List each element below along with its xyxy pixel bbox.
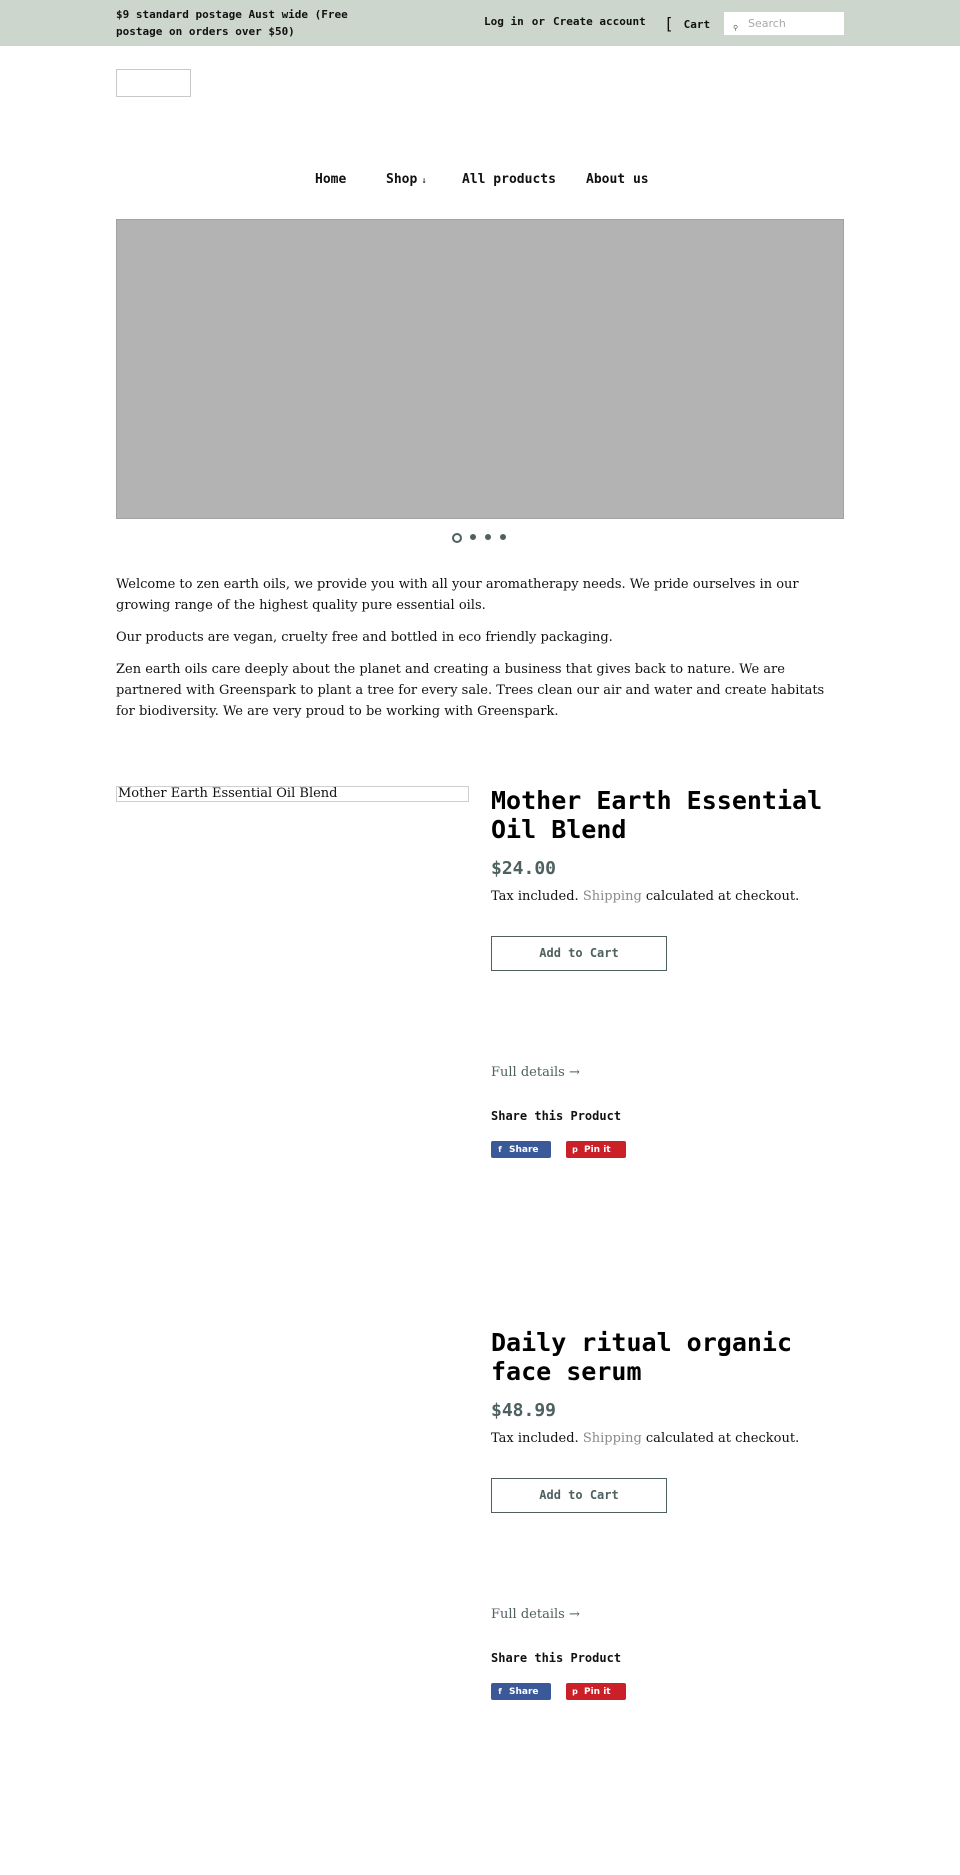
main-nav [0,172,960,192]
intro-paragraph: Welcome to zen earth oils, we provide you with all your aromatherapy needs. We pride ourselves in our growing range of the highest quality pure essential oils. [116,577,799,613]
search-icon: ⚲ [733,24,739,32]
search-box [724,12,844,35]
pinterest-share-button[interactable] [566,1683,626,1700]
slide-dot[interactable] [470,534,476,540]
tax-note [491,889,799,904]
share-label: Share [509,1687,539,1697]
pin-label: Pin it [584,1145,611,1155]
top-bar [0,0,960,46]
pin-label: Pin it [584,1687,611,1697]
shipping-link[interactable]: Shipping [582,889,642,904]
tax-suffix: calculated at checkout. [645,1431,800,1446]
tax-suffix: calculated at checkout. [645,889,800,904]
account-links [484,15,646,28]
slide-dot[interactable] [500,534,506,540]
pinterest-icon: p [572,1687,578,1696]
arrow-down-icon: ↓ [421,176,427,186]
cart-label: Cart [683,18,711,31]
tax-prefix: Tax included. [491,1431,579,1446]
nav-item-all-products[interactable] [462,172,556,187]
or-label: or [531,15,545,28]
share-heading: Share this Product [491,1651,622,1665]
nav-item-shop[interactable] [386,172,427,187]
facebook-icon: f [498,1145,502,1154]
product-card [491,786,851,1155]
nav-item-label: About us [586,172,649,187]
product-title: Daily ritual organic face serum [491,1328,793,1386]
tax-note [491,1431,799,1446]
site-logo[interactable] [116,69,191,97]
slide-dot[interactable] [485,534,491,540]
tax-prefix: Tax included. [491,889,579,904]
add-to-cart-button[interactable]: Add to Cart [491,1478,667,1513]
product-card [491,1328,851,1697]
add-to-cart-button[interactable]: Add to Cart [491,936,667,971]
product-image[interactable]: Mother Earth Essential Oil Blend [116,786,469,802]
nav-item-label: All products [462,172,556,187]
share-heading: Share this Product [491,1109,622,1123]
pinterest-share-button[interactable] [566,1141,626,1158]
cart-link[interactable] [664,13,710,32]
cart-icon: [ [664,14,674,33]
product-price: $48.99 [491,1400,557,1421]
full-details-link[interactable]: Full details → [491,1607,580,1622]
search-input[interactable] [724,12,844,35]
nav-item-home[interactable] [315,172,346,187]
nav-item-about-us[interactable] [586,172,649,187]
facebook-icon: f [498,1687,502,1696]
create-account-link[interactable]: Create account [553,15,646,28]
full-details-link[interactable]: Full details → [491,1065,580,1080]
facebook-share-button[interactable] [491,1141,551,1158]
nav-item-label: Shop [386,172,418,187]
product-price: $24.00 [491,858,557,879]
announcement-text: $9 standard postage Aust wide (Free postage on orders over $50) [116,8,348,38]
nav-item-label: Home [315,172,347,187]
intro-paragraph: Our products are vegan, cruelty free and bottled in eco friendly packaging. [116,630,613,645]
login-link[interactable]: Log in [484,15,524,28]
intro-paragraph: Zen earth oils care deeply about the planet and creating a business that gives back to nature. We are partnered with Greenspark to plant a tree for every sale. Trees clean our air and water and create habitats for biodiversity. We are very proud to be working with Greenspark. [116,662,825,719]
shipping-link[interactable]: Shipping [582,1431,642,1446]
slide-dot[interactable] [452,533,462,543]
product-title: Mother Earth Essential Oil Blend [491,786,823,844]
facebook-share-button[interactable] [491,1683,551,1700]
hero-slideshow[interactable] [116,219,844,519]
intro-text [116,574,846,733]
pinterest-icon: p [572,1145,578,1154]
share-label: Share [509,1145,539,1155]
